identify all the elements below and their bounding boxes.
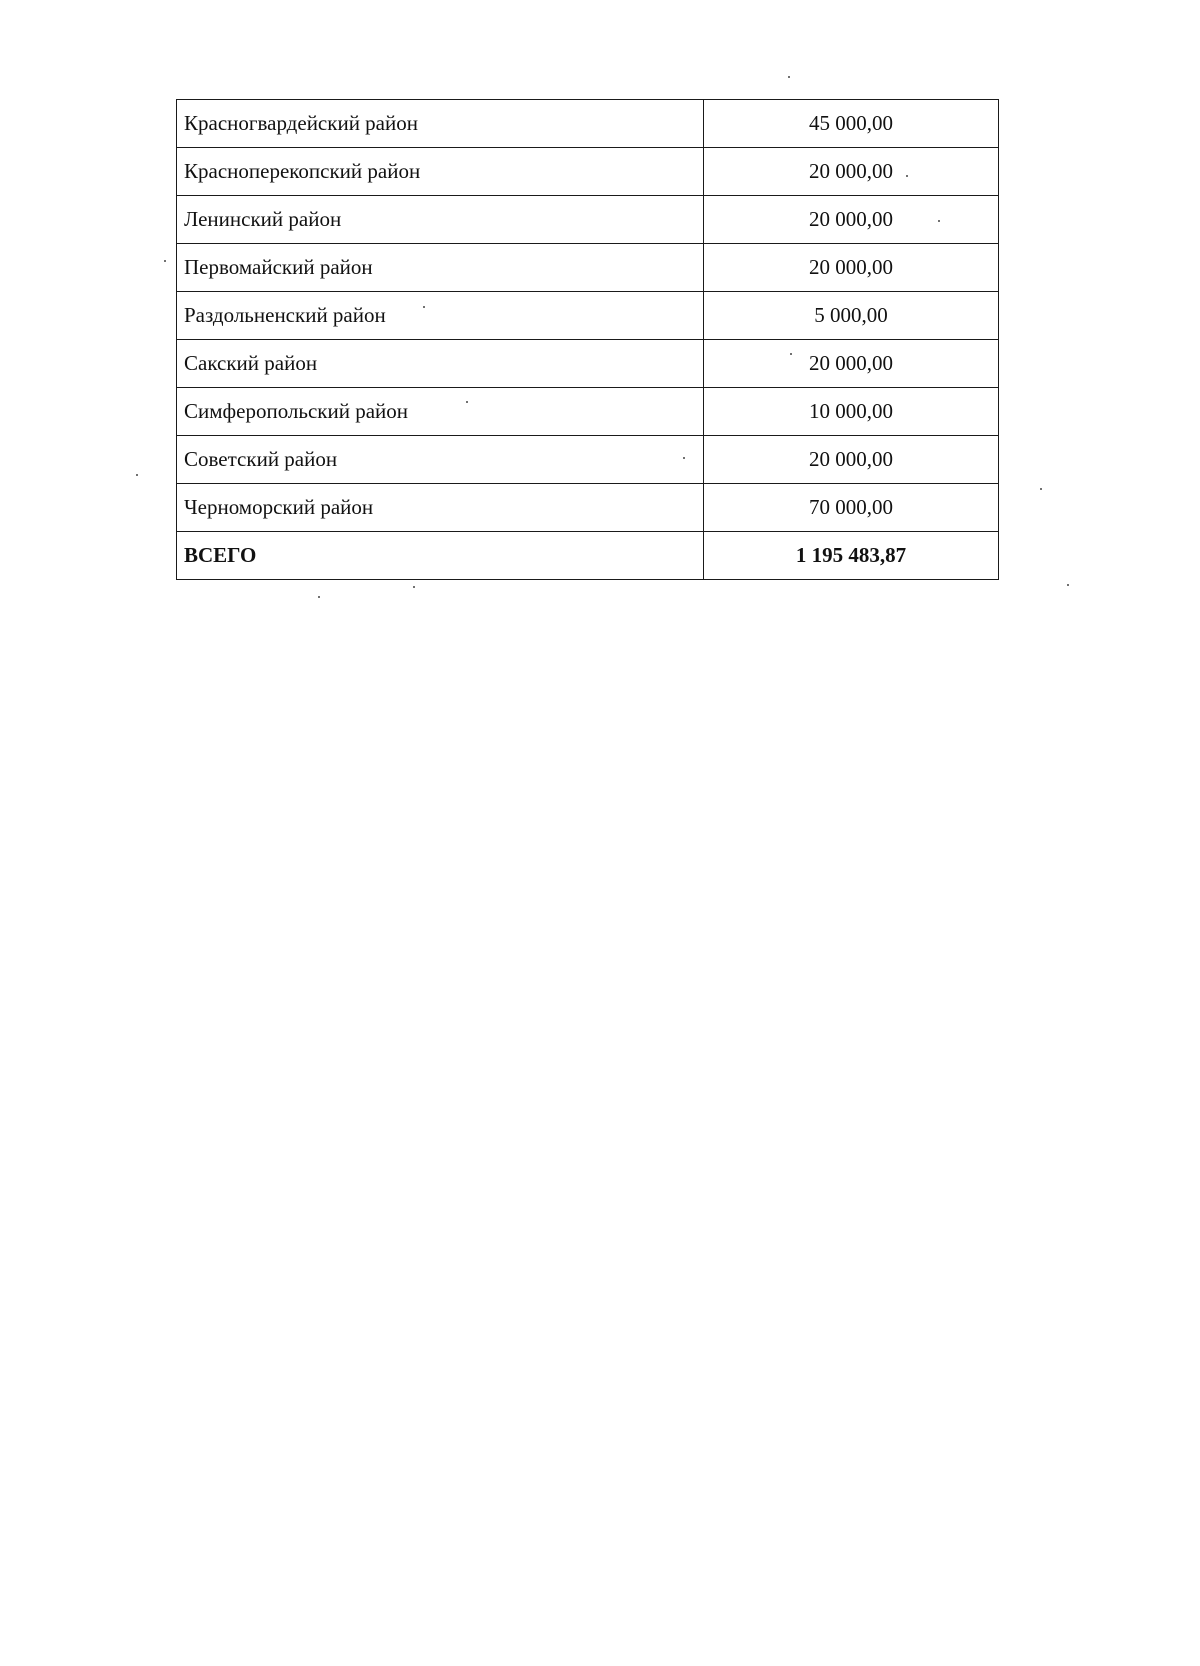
table-row bbox=[177, 292, 999, 340]
scan-speck bbox=[136, 474, 138, 476]
district-amount: 10 000,00 bbox=[704, 388, 999, 436]
district-name: Симферопольский район bbox=[177, 388, 704, 436]
total-row bbox=[177, 532, 999, 580]
district-name: Раздольненский район bbox=[177, 292, 704, 340]
district-amount: 20 000,00 bbox=[704, 244, 999, 292]
table-row bbox=[177, 436, 999, 484]
scan-speck bbox=[318, 596, 320, 598]
table-row bbox=[177, 148, 999, 196]
table-row bbox=[177, 484, 999, 532]
scan-speck bbox=[790, 353, 792, 355]
district-name: Черноморский район bbox=[177, 484, 704, 532]
total-amount: 1 195 483,87 bbox=[704, 532, 999, 580]
table-row bbox=[177, 100, 999, 148]
table-row bbox=[177, 340, 999, 388]
allocation-table bbox=[176, 99, 999, 580]
district-amount: 70 000,00 bbox=[704, 484, 999, 532]
total-label: ВСЕГО bbox=[177, 532, 704, 580]
district-amount: 20 000,00 bbox=[704, 148, 999, 196]
district-name: Ленинский район bbox=[177, 196, 704, 244]
scan-speck bbox=[788, 76, 790, 78]
district-amount: 45 000,00 bbox=[704, 100, 999, 148]
district-name: Красноперекопский район bbox=[177, 148, 704, 196]
scan-speck bbox=[466, 401, 468, 403]
district-name: Советский район bbox=[177, 436, 704, 484]
district-amount: 20 000,00 bbox=[704, 436, 999, 484]
district-name: Красногвардейский район bbox=[177, 100, 704, 148]
table-row bbox=[177, 244, 999, 292]
district-name: Первомайский район bbox=[177, 244, 704, 292]
scan-speck bbox=[906, 175, 908, 177]
scan-speck bbox=[683, 457, 685, 459]
district-name: Сакский район bbox=[177, 340, 704, 388]
district-amount: 20 000,00 bbox=[704, 340, 999, 388]
scan-speck bbox=[1067, 584, 1069, 586]
table-row bbox=[177, 196, 999, 244]
district-amount: 20 000,00 bbox=[704, 196, 999, 244]
scan-speck bbox=[1040, 488, 1042, 490]
scan-speck bbox=[413, 586, 415, 588]
scan-speck bbox=[423, 306, 425, 308]
table-row bbox=[177, 388, 999, 436]
scan-speck bbox=[938, 220, 940, 222]
district-amount: 5 000,00 bbox=[704, 292, 999, 340]
scan-speck bbox=[164, 260, 166, 262]
